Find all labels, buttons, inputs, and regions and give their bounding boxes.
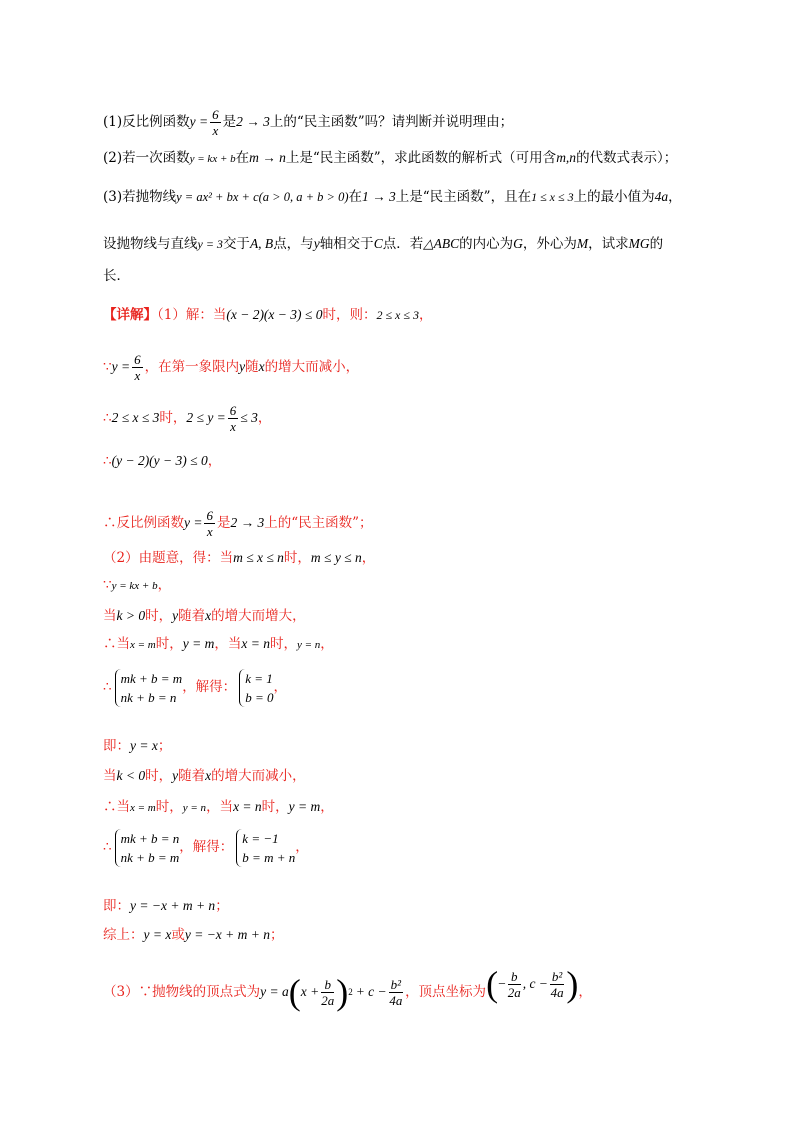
solution-2-line-2: ∵y = kx + b， xyxy=(103,577,172,593)
solution-1-conclusion: ∴反比例函数y = $\frac{6}{x}$ 是2 → 3上的“民主函数”； xyxy=(103,508,373,539)
q3-parabola: y = ax² + bx + c(a > 0, a + b > 0) xyxy=(176,190,349,204)
q1-interval: 2 → 3 xyxy=(236,114,270,129)
solution-1-line-2: ∵y = $\frac{6}{x}$ ，在第一象限内y随x的增大而减小， xyxy=(103,352,360,383)
solution-2-line-5: 当k < 0时，y随着x的增大而减小， xyxy=(103,768,306,784)
solution-2-line-3: 当k > 0时，y随着x的增大而增大， xyxy=(103,608,306,624)
q1-function-lhs: y = xyxy=(189,114,209,129)
question-part-3-line-2: 设抛物线与直线y = 3交于A, B点，与y轴相交于C点．若△ABC的内心为G，外心为M，试求MG的 xyxy=(103,236,664,252)
vertex-form: y = a ( x + $\frac{b}{2a}$ ) 2 + c − $\frac{\text{b²}}{4a}$ xyxy=(260,972,403,1012)
solution-3-line-1: （3）∵抛物线的顶点式为 y = a ( x + $\frac{b}{2a}$ ) 2 + c − $\frac{\text{b²}}{4a}$ ，顶点坐标为 ( − $\frac{b}{2a}$ , c − $\frac{\text{b²}}{4a}$ ) ， xyxy=(103,964,592,1012)
solution-2-line-6: ∴当x = m时，y = n，当x = n时，y = m， xyxy=(103,799,334,815)
question-part-2: (2)若一次函数y = kx + b在m → n上是“民主函数”，求此函数的解析式（可用含m,n的代数式表示）； xyxy=(103,150,678,166)
solution-1-line-1: 【详解】（1）解：当(x − 2)(x − 3) ≤ 0时，则：2 ≤ x ≤ 3， xyxy=(103,307,433,323)
solution-2-result-2: 即：y = −x + m + n； xyxy=(103,898,229,914)
q1-fraction: $\frac{6}{x}$ xyxy=(212,107,219,138)
question-part-3: (3)若抛物线y = ax² + bx + c(a > 0, a + b > 0)在1 → 3上是“民主函数”，且在1 ≤ x ≤ 3上的最小值为4a， xyxy=(103,189,682,205)
solution-system: k = 1 b = 0 xyxy=(239,669,273,707)
q1-text: (1)反比例函数 xyxy=(103,114,190,130)
solution-system: k = −1 b = m + n xyxy=(236,829,295,867)
question-part-3-line-3: 长． xyxy=(103,268,130,284)
solution-2-summary: 综上：y = x或y = −x + m + n； xyxy=(103,927,284,943)
solution-1-line-3: ∴2 ≤ x ≤ 3时，2 ≤ y = $\frac{6}{x}$ ≤ 3， xyxy=(103,403,272,434)
equation-system: mk + b = m nk + b = n xyxy=(115,669,183,707)
solution-2-system-1: ∴ mk + b = m nk + b = n ，解得： k = 1 b = 0 ， xyxy=(103,670,287,705)
q2-function: y = kx + b xyxy=(189,153,236,165)
solution-2-system-2: ∴ mk + b = n nk + b = m ，解得： k = −1 b = m + n ， xyxy=(103,830,309,865)
solution-2-result-1: 即：y = x； xyxy=(103,738,172,754)
q2-interval: m → n xyxy=(249,150,286,165)
question-part-1: (1)反比例函数y = $\frac{6}{x}$ 是2 → 3上的“民主函数”吗？请判断并说明理由； xyxy=(103,107,514,138)
solution-2-line-1: （2）由题意，得：当m ≤ x ≤ n时，m ≤ y ≤ n， xyxy=(103,550,376,566)
vertex-coordinates: ( − $\frac{b}{2a}$ , c − $\frac{\text{b²}}{4a}$ ) xyxy=(486,964,579,1004)
solution-2-line-4: ∴当x = m时，y = m，当x = n时，y = n， xyxy=(103,636,334,652)
detail-tag: 【详解】 xyxy=(103,307,157,323)
q3-interval: 1 → 3 xyxy=(362,189,396,204)
solution-1-line-4: ∴(y − 2)(y − 3) ≤ 0， xyxy=(103,453,222,469)
equation-system: mk + b = n nk + b = m xyxy=(115,829,180,867)
